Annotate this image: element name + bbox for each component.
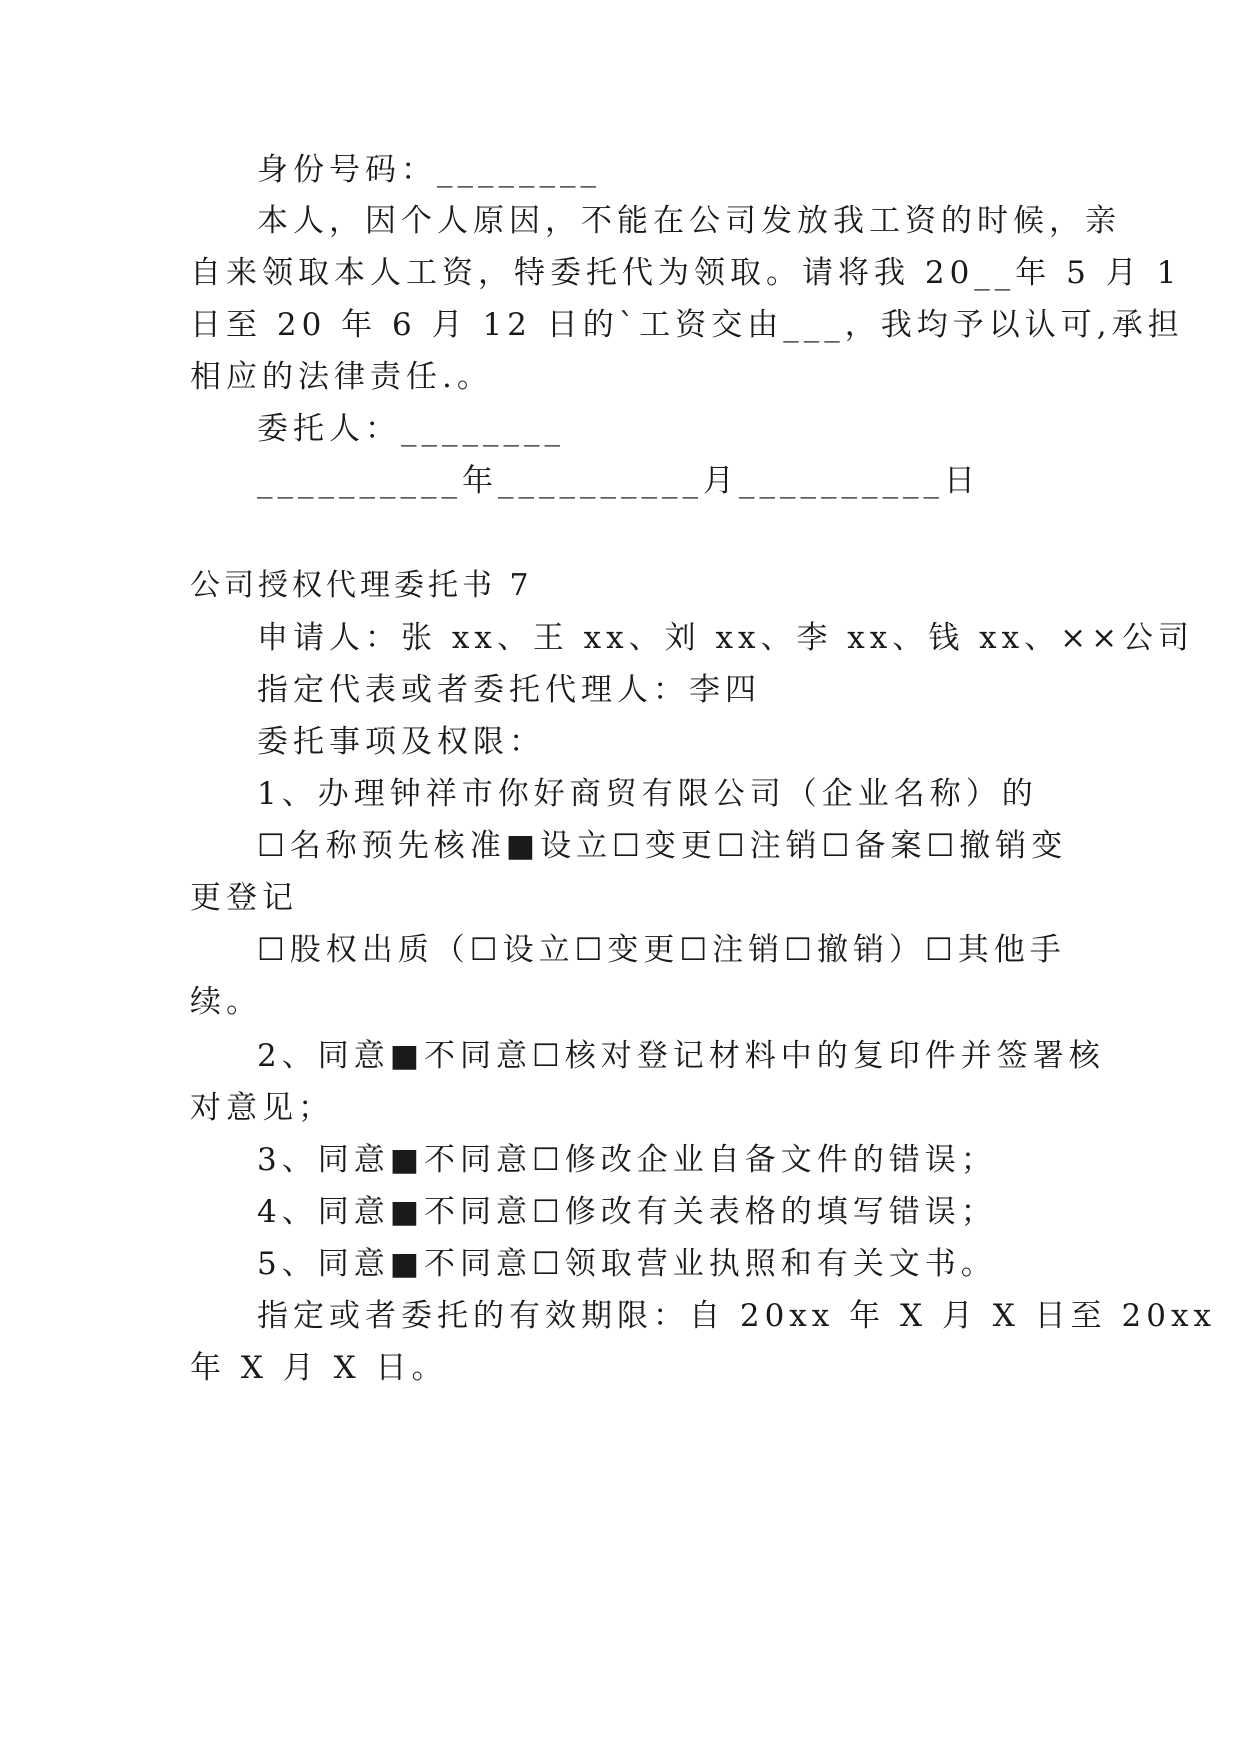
item-2-line: 2、同意■不同意☐核对登记材料中的复印件并签署核 [257,1038,1105,1074]
item-1-checkbox-line: ☐股权出质（☐设立☐变更☐注销☐撤销）☐其他手 [257,932,1066,968]
item-1-checkbox-line: ☐名称预先核准■设立☐变更☐注销☐备案☐撤销变 [257,828,1068,864]
item-2-line-cont: 对意见； [190,1090,334,1126]
date-line: __________年__________月__________日 [257,463,980,499]
paragraph-line: 相应的法律责任.。 [190,359,493,395]
id-number-line: 身份号码：________ [257,152,601,188]
item-3-line: 3、同意■不同意☐修改企业自备文件的错误； [257,1142,997,1178]
validity-line-cont: 年 X 月 X 日。 [190,1350,448,1386]
paragraph-line: 自来领取本人工资，特委托代为领取。请将我 20__年 5 月 1 [190,255,1182,291]
validity-line: 指定或者委托的有效期限：自 20xx 年 X 月 X 日至 20xx [257,1298,1216,1334]
agent-line: 指定代表或者委托代理人：李四 [257,672,761,708]
section-title: 公司授权代理委托书 7 [190,568,533,603]
item-4-line: 4、同意■不同意☐修改有关表格的填写错误； [257,1194,997,1230]
item-1-line: 1、办理钟祥市你好商贸有限公司（企业名称）的 [257,776,1038,812]
paragraph-line: 本人，因个人原因，不能在公司发放我工资的时候，亲 [257,203,1121,239]
paragraph-line: 日至 20 年 6 月 12 日的`工资交由___，我均予以认可,承担 [190,307,1184,343]
item-5-line: 5、同意■不同意☐领取营业执照和有关文书。 [257,1246,997,1282]
item-1-checkbox-line-cont: 更登记 [190,880,298,916]
applicants-line: 申请人：张 xx、王 xx、刘 xx、李 xx、钱 xx、××公司 [257,620,1195,656]
item-1-checkbox-line-cont: 续。 [190,984,262,1020]
principal-line: 委托人：________ [257,411,565,447]
matters-heading: 委托事项及权限： [257,724,545,760]
